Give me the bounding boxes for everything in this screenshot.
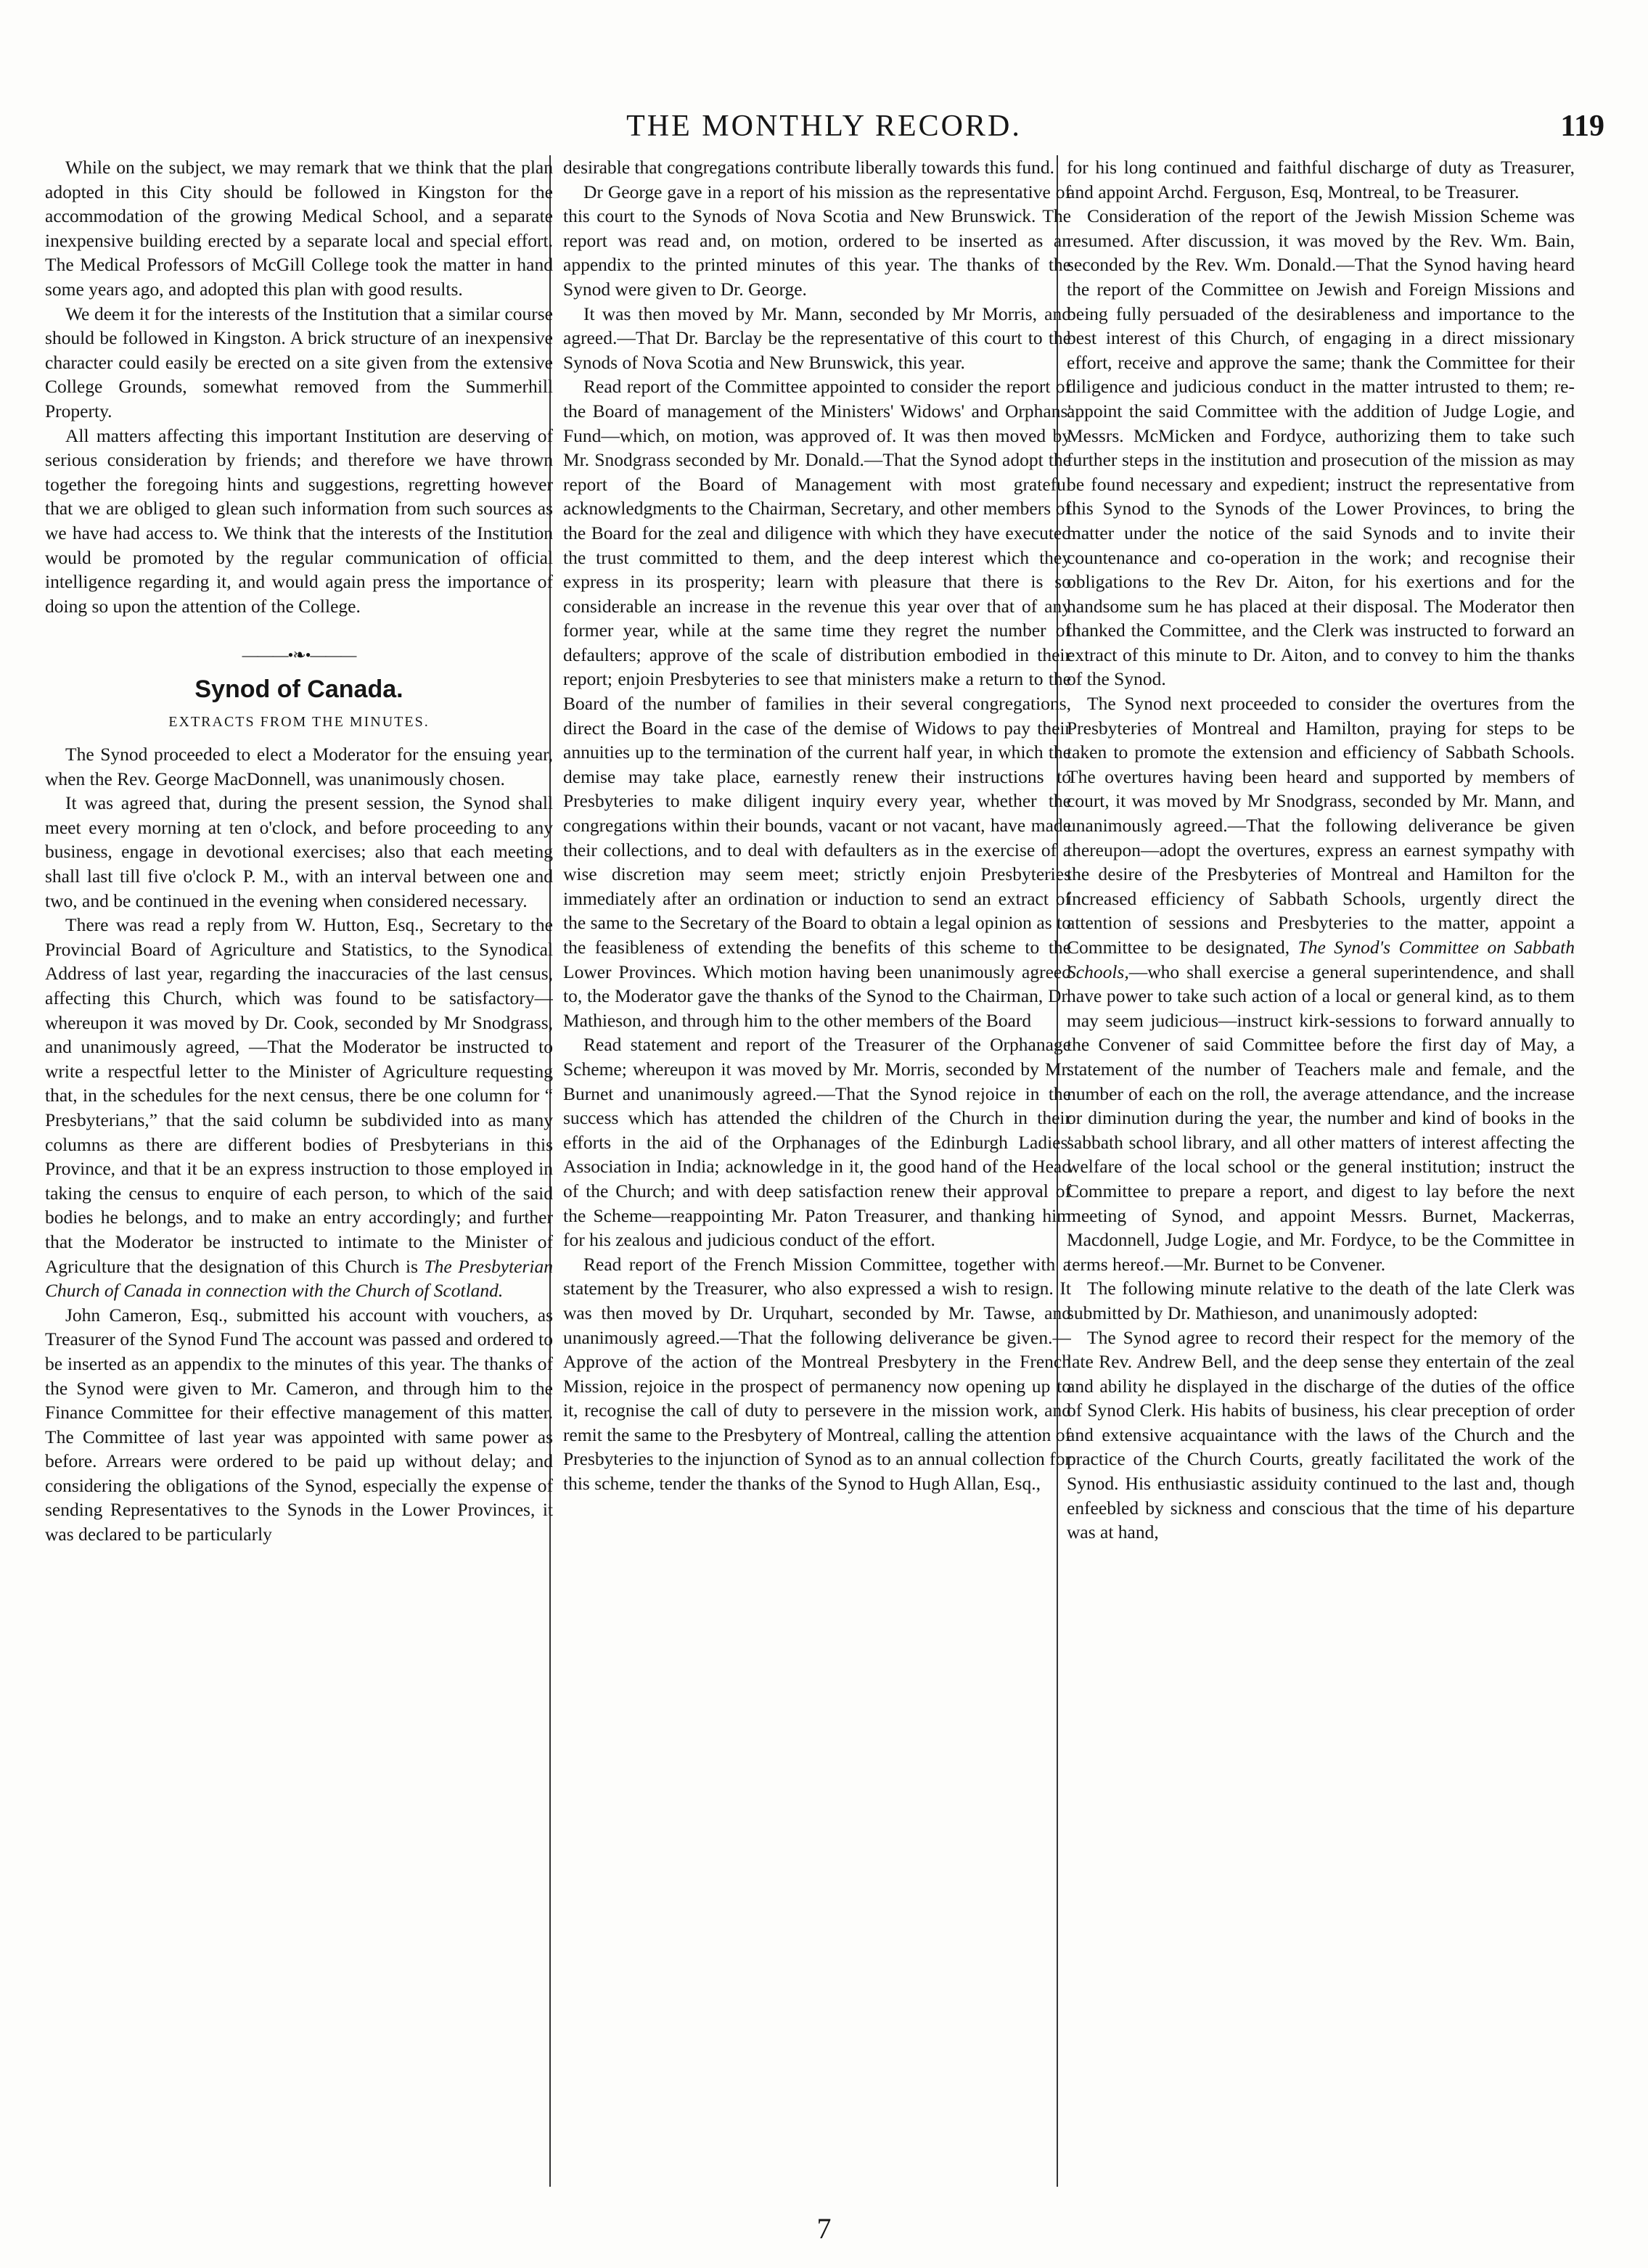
paragraph: Read statement and report of the Treasurer of the Orphanage Scheme; whereupon it was moved by Mr. Morris, seconded by Mr. Burnet and unanimously agreed.—That the Synod rejoice in the success which has attended the children of the Church in their efforts in the aid of the Orphanages of the Edinburgh Ladies' Association in India; acknowledge in it, the good hand of the Head of the Church; and with deep satisfaction renew their approval of the Scheme—reappointing Mr. Paton Treasurer, and thanking him for his zealous and judicious conduct of the effort.	[563, 1034, 1071, 1251]
running-title: THE MONTHLY RECORD.	[626, 110, 1022, 143]
text-column-middle	[563, 155, 1071, 2209]
page-number: 119	[1560, 110, 1604, 143]
paragraph: The Synod agree to record their respect for the memory of the late Rev. Andrew Bell, and the deep sense they entertain of the zeal and ability he displayed in the discharge of the duties of the office of Synod Clerk. His habits of business, his clear preception of order and extensive acquaintance with the laws of the Church and the practice of the Church Courts, greatly facilitated the work of the Synod. His enthusiastic assiduity continued to the last and, though enfeebled by sickness and conscious that the time of his departure was at hand,	[1067, 1326, 1575, 1543]
paragraph: The following minute relative to the death of the late Clerk was submitted by Dr. Mathieson, and unanimously adopted:	[1067, 1278, 1575, 1323]
paragraph: We deem it for the interests of the Institution that a similar course should be followed in Kingston. A brick structure of an inexpensive character could easily be erected on a site given from the extensive College Grounds, somewhat removed from the Summerhill Property.	[45, 303, 553, 422]
paragraph-text: —who shall exercise a general superintendence, and shall have power to take such action of a local or general kind, as to them may seem judicious—instruct kirk-sessions to forward annually to the Convener of said Committee before the first day of May, a statement of the number of Teachers male and female, and the number of each on the roll, the average attendance, and the increase or diminution during the year, the number and kind of books in the sabbath school library, and all other matters of interest affecting the welfare of the local school or the general institution; instruct the Committee to prepare a report, and digest to lay before the next meeting of Synod, and appoint Messrs. Burnet, Mackerras, Macdonnell, Judge Logie, and Mr. Fordyce, to be the Committee in terms hereof.—Mr. Burnet to be Convener.	[1067, 961, 1575, 1275]
paragraph: for his long continued and faithful discharge of duty as Treasurer, and appoint Archd. Ferguson, Esq, Montreal, to be Treasurer.	[1067, 157, 1575, 202]
paragraph: desirable that congregations contribute liberally towards this fund.	[563, 157, 1054, 178]
section-heading: Synod of Canada.	[194, 675, 403, 703]
paragraph: All matters affecting this important Institution are deserving of serious consideration by friends; and therefore we have thrown together the foregoing hints and suggestions, regretting however that we are obliged to glean such information from such sources as we have had access to. We think that the interests of the Institution would be promoted by the regular communication of official intelligence regarding it, and would again press the importance of doing so upon the attention of the College.	[45, 424, 553, 617]
text-column-right	[1067, 155, 1575, 2209]
paragraph: Dr George gave in a report of his mission as the representative of this court to the Synods of Nova Scotia and New Brunswick. The report was read and, on motion, ordered to be inserted as an appendix to the printed minutes of this year. The thanks of the Synod were given to Dr. George.	[563, 181, 1071, 300]
page-header	[44, 109, 1604, 152]
paragraph-text: The Synod next proceeded to consider the overtures from the Presbyteries of Montreal and Hamilton, praying for steps to be taken to promote the extension and efficiency of Sabbath Schools. The overtures having been heard and supported by members of court, it was moved by Mr Snodgrass, seconded by Mr. Mann, and unanimously agreed.—That the following deliverance be given thereupon—adopt the overtures, express an earnest sympathy with the desire of the Presbyteries of Montreal and Hamilton for the increased efficiency of Sabbath Schools, urgently direct the attention of sessions and Presbyteries to the matter, appoint a Committee to be designated,	[1067, 693, 1575, 958]
ornamental-divider: ———•❧•———	[242, 646, 356, 665]
committee-name: The Synod's Committee on Sabbath Schools,	[1067, 937, 1575, 982]
section-subheading: EXTRACTS FROM THE MINUTES.	[168, 714, 430, 731]
paragraph: Read report of the French Mission Committee, together with a statement by the Treasurer, who also expressed a wish to resign. It was then moved by Dr. Urquhart, seconded by Mr. Tawse, and unanimously agreed.—That the following deliverance be given.—Approve of the action of the Montreal Presbytery in the French Mission, rejoice in the prospect of permanency now opening up to it, recognise the call of duty to persevere in the mission work, and remit the same to the Presbytery of Montreal, calling the attention of Presbyteries to the injunction of Synod as to an annual collection for this scheme, tender the thanks of the Synod to Hugh Allan, Esq.,	[563, 1253, 1071, 1495]
paragraph: Read report of the Committee appointed to consider the report of the Board of management of the Ministers' Widows' and Orphans' Fund—which, on motion, was approved of. It was then moved by Mr. Snodgrass seconded by Mr. Donald.—That the Synod adopt the report of the Board of Management with most grateful acknowledgments to the Chairman, Secretary, and other members of the Board for the zeal and diligence with which they have executed the trust committed to them, and the deep interest which they express in its prosperity; learn with pleasure that there is so considerable an increase in the revenue this year over that of any former year, while at the same time they regret the number of defaulters; approve of the scale of distribution embodied in their report; enjoin Presbyteries to see that ministers make a return to the Board of the number of families in their several congregations, direct the Board in the case of the demise of Widows to pay their annuities up to the termination of the current half year, in which the demise may take place, earnestly renew their instructions to Presbyteries to make diligent inquiry every year, whether the congregations within their bounds, vacant or not vacant, have made their collections, and to deal with defaulters as in the exercise of a wise discretion may seem meet; strictly enjoin Presbyteries immediately after an ordination or induction to send an extract of the same to the Secretary of the Board to obtain a legal opinion as to the feasibleness of extending the benefits of this scheme to the Lower Provinces. Which motion having been unanimously agreed to, the Moderator gave the thanks of the Synod to the Chairman, Dr. Mathieson, and through him to the other members of the Board	[563, 376, 1071, 1031]
signature-mark: 7	[816, 2212, 832, 2245]
text-column-left	[45, 155, 553, 2209]
paragraph: It was agreed that, during the present session, the Synod shall meet every morning at ten o'clock, and before proceeding to any business, engage in devotional exercises; also that each meeting shall last till five o'clock P. M., with an interval between one and two, and be continued in the evening when considered necessary.	[45, 792, 553, 911]
paragraph	[45, 913, 553, 1303]
paragraph: The Synod proceeded to elect a Moderator for the ensuing year, when the Rev. George MacDonnell, was unanimously chosen.	[45, 744, 553, 789]
paragraph: While on the subject, we may remark that we think that the plan adopted in this City should be followed in Kingston for the accommodation of the growing Medical School, and a separate inexpensive building erected by a separate local and special effort. The Medical Professors of McGill College took the matter in hand some years ago, and adopted this plan with good results.	[45, 157, 553, 300]
church-name: The Presbyterian Church of Canada in connection with the Church of Scotland.	[45, 1255, 553, 1302]
paragraph: John Cameron, Esq., submitted his account with vouchers, as Treasurer of the Synod Fund The account was passed and ordered to be inserted as an appendix to the minutes of this year. The thanks of the Synod were given to Mr. Cameron, and through him to the Finance Committee for their effective management of this matter. The Committee of last year was appointed with same power as before. Arrears were ordered to be paid up without delay; and considering the obligations of the Synod, especially the expense of sending Representatives to the Synods in the Lower Provinces, it was declared to be particularly	[45, 1304, 553, 1545]
paragraph	[1067, 691, 1575, 1276]
paragraph-text: There was read a reply from W. Hutton, Esq., Secretary to the Provincial Board of Agriculture and Statistics, to the Synodical Address of last year, regarding the inaccuracies of the last census, affecting this Church, which was found to be satisfactory—whereupon it was moved by Dr. Cook, seconded by Mr Snodgrass, and unanimously agreed, —That the Moderator be instructed to write a respectful letter to the Minister of Agriculture requesting that, in the schedules for the next census, there be one column for “ Presbyterians,” that the said column be subdivided into as many columns as there are different bodies of Presbyterians in this Province, and that it be an express instruction to those employed in taking the census to enquire of each person, to which of the said bodies he belongs, and to make an entry accordingly; and further that the Moderator be instructed to intimate to the Minister of Agriculture that the designation of this Church is	[45, 914, 553, 1277]
paragraph: It was then moved by Mr. Mann, seconded by Mr Morris, and agreed.—That Dr. Barclay be the representative of this court to the Synods of Nova Scotia and New Brunswick, this year.	[563, 303, 1071, 373]
paragraph: Consideration of the report of the Jewish Mission Scheme was resumed. After discussion, it was moved by the Rev. Wm. Bain, seconded by the Rev. Wm. Donald.—That the Synod having heard the report of the Committee on Jewish and Foreign Missions and being fully persuaded of the desirableness and importance to the best interest of this Church, of engaging in a direct missionary effort, receive and approve the same; thank the Committee for their diligence and judicious conduct in the matter intrusted to them; re-appoint the said Committee with the addition of Judge Logie, and Messrs. McMicken and Fordyce, authorizing them to take such further steps in the institution and prosecution of the mission as may be found necessary and expedient; instruct the representative from this Synod to the Synods of the Lower Provinces, to bring the matter under the notice of the said Synods and to invite their countenance and co-operation in the work; and recognise their obligations to the Rev Dr. Aiton, for his exertions and for the handsome sum he has placed at their disposal. The Moderator then thanked the Committee, and the Clerk was instructed to forward an extract of this minute to Dr. Aiton, and to convey to him the thanks of the Synod.	[1067, 205, 1575, 690]
